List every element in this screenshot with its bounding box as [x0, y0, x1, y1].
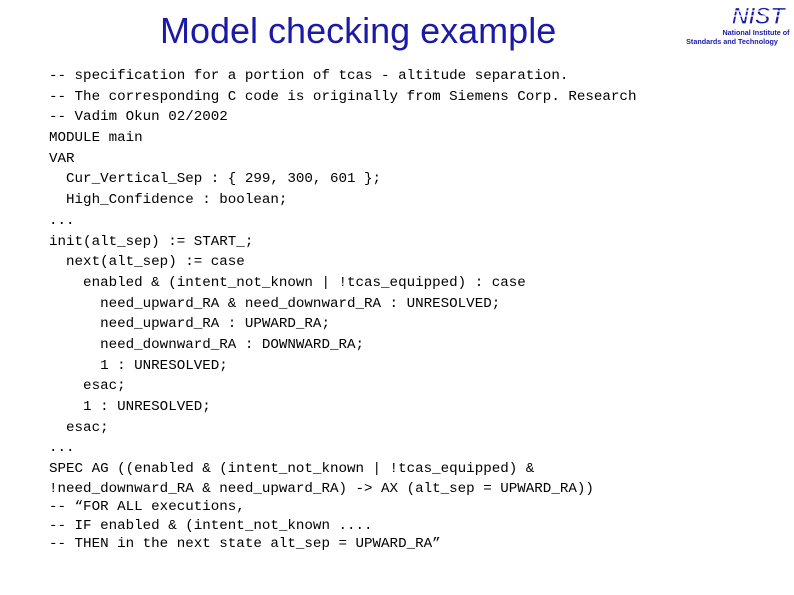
code-line: Cur_Vertical_Sep : { 299, 300, 601 }; — [49, 171, 382, 188]
code-line: -- specification for a portion of tcas - altitude separation. — [49, 68, 569, 84]
code-line: esac; — [49, 378, 126, 395]
nist-logo — [674, 2, 792, 48]
code-line: MODULE main — [49, 130, 143, 147]
code-line: ... — [49, 212, 75, 229]
code-line: !need_downward_RA & need_upward_RA) -> AX (alt_sep = UPWARD_RA)) — [49, 480, 594, 497]
code-line: next(alt_sep) := case — [49, 254, 245, 271]
code-line: init(alt_sep) := START_; — [49, 233, 254, 250]
nist-logo-subtitle-line1: National Institute of — [722, 28, 790, 37]
code-line: -- “FOR ALL executions, — [49, 499, 245, 516]
code-line: -- Vadim Okun 02/2002 — [49, 109, 228, 126]
code-line: High_Confidence : boolean; — [49, 192, 288, 209]
code-line: 1 : UNRESOLVED; — [49, 399, 211, 415]
code-line: need_upward_RA & need_downward_RA : UNRESOLVED; — [49, 295, 501, 312]
code-line: -- IF enabled & (intent_not_known .... — [49, 517, 373, 534]
code-line: ... — [49, 440, 75, 457]
nist-logo-subtitle-line2: Standards and Technology — [686, 37, 778, 46]
code-line: need_upward_RA : UPWARD_RA; — [49, 316, 330, 333]
nist-logo-wordmark: NIST — [731, 3, 785, 30]
code-line: esac; — [49, 419, 109, 436]
code-line: enabled & (intent_not_known | !tcas_equipped) : case — [49, 274, 526, 291]
code-line: -- The corresponding C code is originally from Siemens Corp. Research — [49, 88, 637, 105]
code-line: need_downward_RA : DOWNWARD_RA; — [49, 336, 365, 353]
code-line: -- THEN in the next state alt_sep = UPWARD_RA” — [49, 536, 441, 553]
slide-title: Model checking example — [160, 10, 557, 51]
code-line: 1 : UNRESOLVED; — [49, 357, 228, 374]
code-line: VAR — [49, 150, 75, 167]
code-line: SPEC AG ((enabled & (intent_not_known | !tcas_equipped) & — [49, 461, 535, 478]
code-listing — [49, 66, 636, 554]
